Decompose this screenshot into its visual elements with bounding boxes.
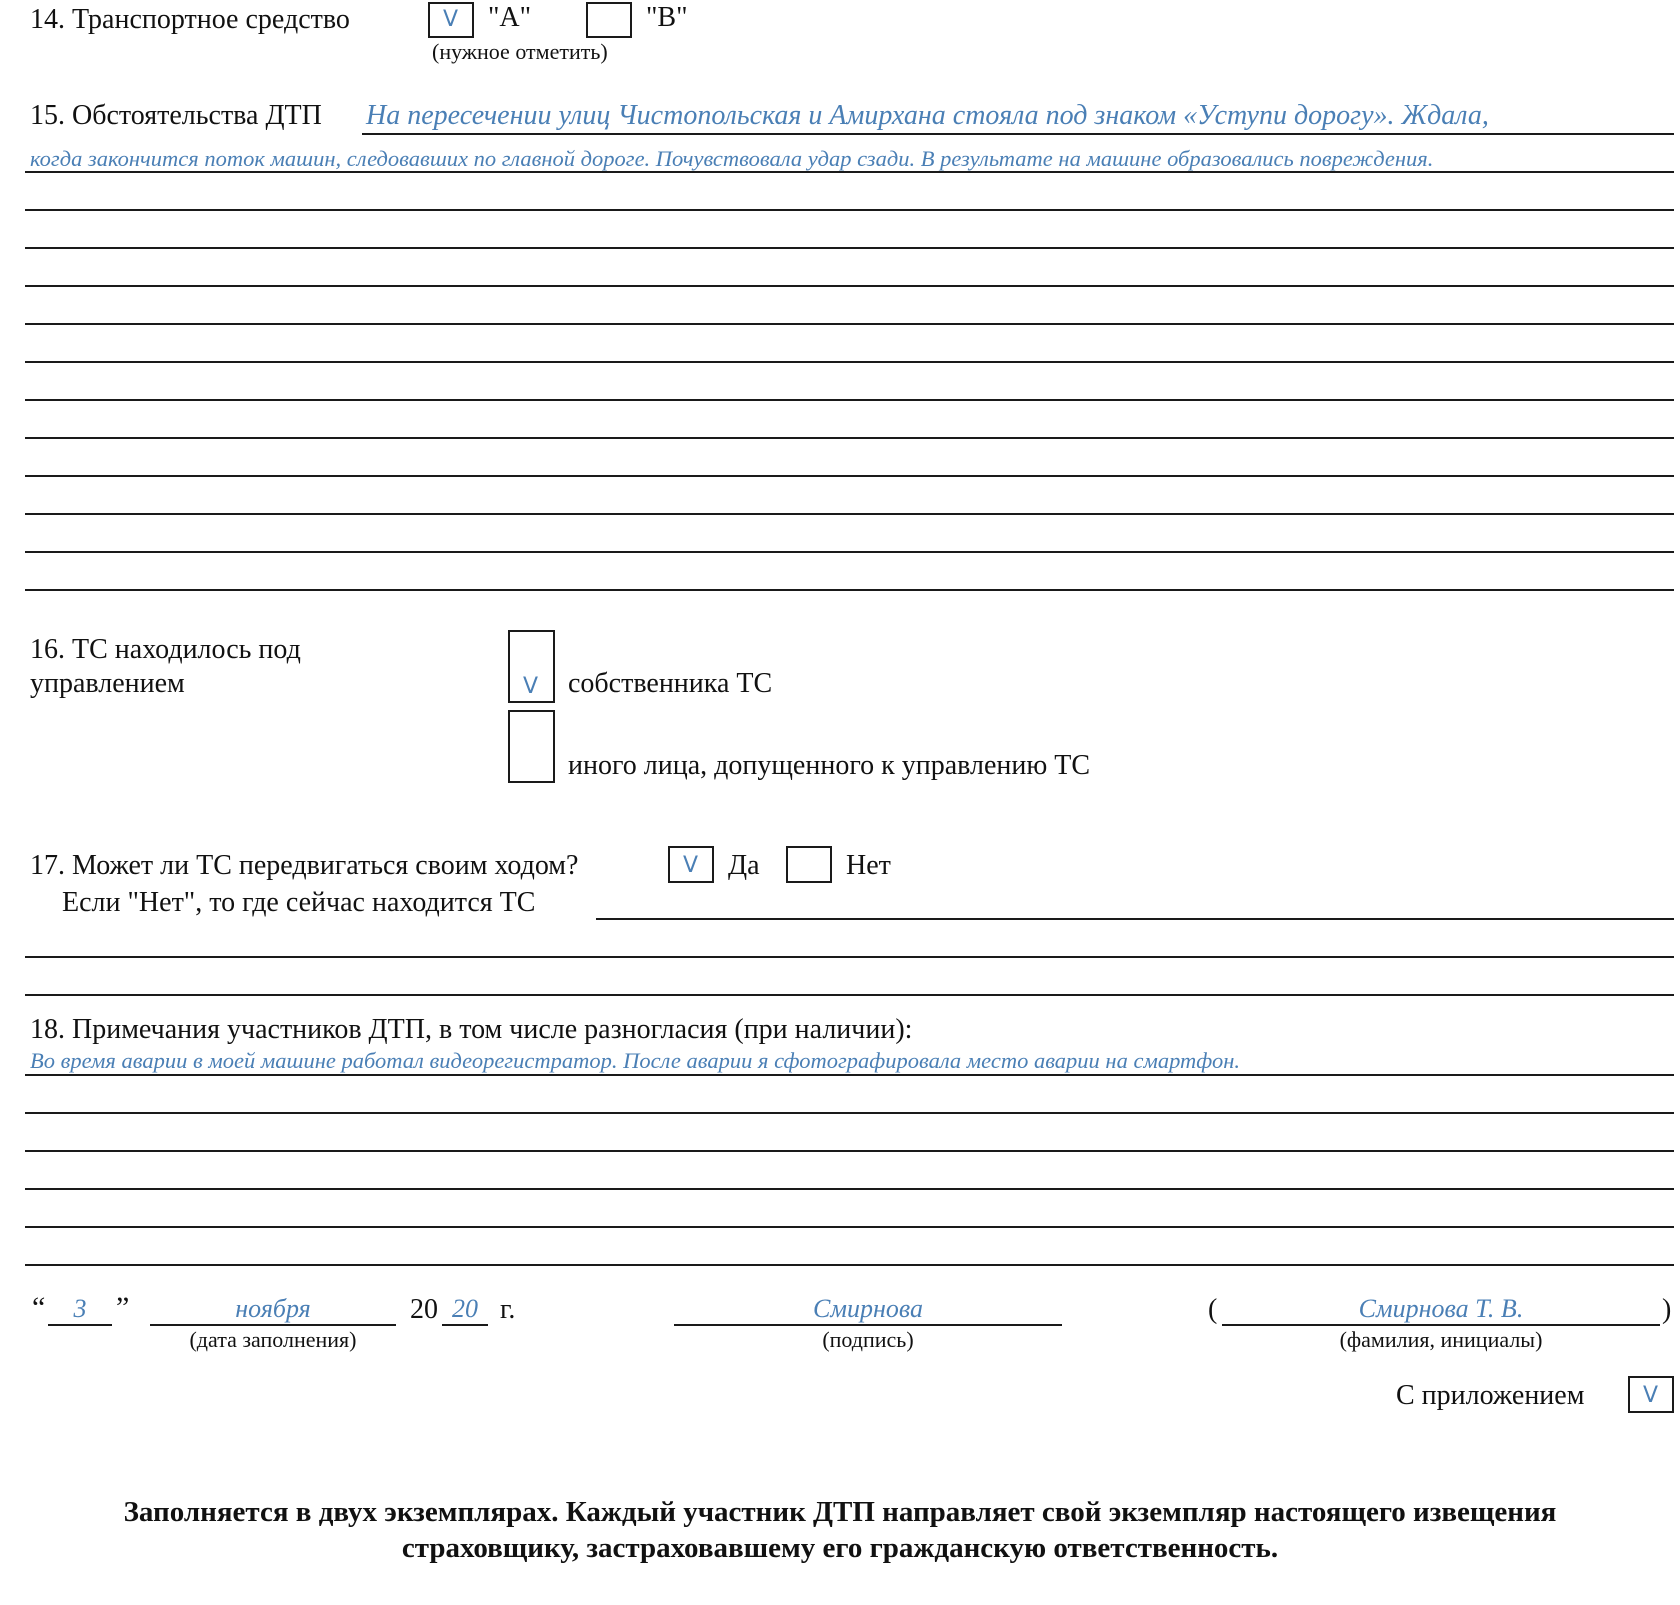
date-year-prefix: 20 xyxy=(410,1294,438,1325)
item18-rule-1 xyxy=(25,1074,1674,1076)
date-close-quote: ” xyxy=(116,1291,130,1324)
item15-text-line2[interactable]: когда закончится поток машин, следовавших по главной дороге. Почувствовала удар сзади. В результате на машине образовались повреждения. xyxy=(30,146,1434,171)
date-day-line xyxy=(48,1324,112,1326)
item15-rule-7 xyxy=(25,361,1674,363)
item14-option-b-checkbox[interactable] xyxy=(586,2,632,38)
item15-label: 15. Обстоятельства ДТП xyxy=(30,100,322,131)
item18-rule-5 xyxy=(25,1226,1674,1228)
checkmark-icon: V xyxy=(683,853,699,878)
item15-rule-9 xyxy=(25,437,1674,439)
item16-label-line2: управлением xyxy=(30,668,185,699)
item14-option-a-label: "А" xyxy=(488,2,532,33)
item16-owner-label: собственника ТС xyxy=(568,668,773,699)
attachment-label: С приложением xyxy=(1396,1380,1585,1411)
item15-rule-6 xyxy=(25,323,1674,325)
checkmark-icon: V xyxy=(523,674,539,699)
item17-yes-checkbox[interactable] xyxy=(668,846,714,883)
item15-rule-10 xyxy=(25,475,1674,477)
date-open-quote: “ xyxy=(32,1291,46,1324)
item15-rule-3 xyxy=(25,209,1674,211)
item15-text-line1[interactable]: На пересечении улиц Чистопольская и Амирхана стояла под знаком «Уступи дорогу». Ждала, xyxy=(366,100,1489,131)
item17-yes-label: Да xyxy=(728,850,760,881)
signature-value[interactable]: Смирнова xyxy=(813,1294,923,1323)
item17-label: 17. Может ли ТС передвигаться своим ходом? xyxy=(30,850,579,881)
item15-rule-1 xyxy=(362,133,1674,135)
name-value[interactable]: Смирнова Т. В. xyxy=(1358,1294,1524,1323)
name-paren-close: ) xyxy=(1662,1294,1672,1325)
date-day-value[interactable]: 3 xyxy=(73,1294,87,1323)
name-paren-open: ( xyxy=(1208,1294,1218,1325)
item15-rule-8 xyxy=(25,399,1674,401)
date-year-line xyxy=(442,1324,488,1326)
item15-rule-13 xyxy=(25,589,1674,591)
name-line xyxy=(1222,1324,1660,1326)
item16-label-line1: 16. ТС находилось под xyxy=(30,634,301,665)
footer-line1: Заполняется в двух экземплярах. Каждый участник ДТП направляет свой экземпляр настоящего извещения xyxy=(123,1496,1557,1528)
checkmark-icon: V xyxy=(1643,1383,1659,1408)
item18-text-line1[interactable]: Во время аварии в моей машине работал видеорегистратор. После аварии я сфотографировала место аварии на смартфон. xyxy=(30,1048,1240,1073)
date-year-value[interactable]: 20 xyxy=(452,1294,478,1323)
item17-if-no-label: Если "Нет", то где сейчас находится ТС xyxy=(62,887,536,918)
item16-other-label: иного лица, допущенного к управлению ТС xyxy=(568,750,1091,781)
item16-owner-checkbox[interactable] xyxy=(508,630,555,703)
item18-rule-3 xyxy=(25,1150,1674,1152)
footer-line2: страховщику, застраховавшему его гражданскую ответственность. xyxy=(401,1532,1279,1564)
item15-rule-4 xyxy=(25,247,1674,249)
item15-rule-5 xyxy=(25,285,1674,287)
item15-rule-12 xyxy=(25,551,1674,553)
item17-location-line[interactable] xyxy=(596,918,1674,920)
date-month-value[interactable]: ноября xyxy=(235,1294,311,1323)
item17-no-checkbox[interactable] xyxy=(786,846,832,883)
signature-caption: (подпись) xyxy=(822,1327,914,1352)
item14-option-a-checkbox[interactable] xyxy=(428,2,474,38)
item14-hint: (нужное отметить) xyxy=(432,39,608,64)
item14-option-b-label: "В" xyxy=(646,2,688,33)
date-month-line xyxy=(150,1324,396,1326)
date-caption: (дата заполнения) xyxy=(189,1327,357,1352)
item18-rule-4 xyxy=(25,1188,1674,1190)
item18-rule-6 xyxy=(25,1264,1674,1266)
item17-rule-2 xyxy=(25,956,1674,958)
item17-no-label: Нет xyxy=(846,850,891,881)
date-year-g: г. xyxy=(500,1294,516,1325)
item17-rule-3 xyxy=(25,994,1674,996)
signature-line xyxy=(674,1324,1062,1326)
item14-label: 14. Транспортное средство xyxy=(30,4,350,35)
item16-other-checkbox[interactable] xyxy=(508,710,555,783)
name-caption: (фамилия, инициалы) xyxy=(1339,1327,1543,1352)
item15-rule-2 xyxy=(25,171,1674,173)
checkmark-icon: V xyxy=(443,7,459,32)
attachment-checkbox[interactable] xyxy=(1628,1376,1674,1413)
item18-rule-2 xyxy=(25,1112,1674,1114)
item15-rule-11 xyxy=(25,513,1674,515)
item18-label: 18. Примечания участников ДТП, в том числе разногласия (при наличии): xyxy=(30,1014,913,1045)
